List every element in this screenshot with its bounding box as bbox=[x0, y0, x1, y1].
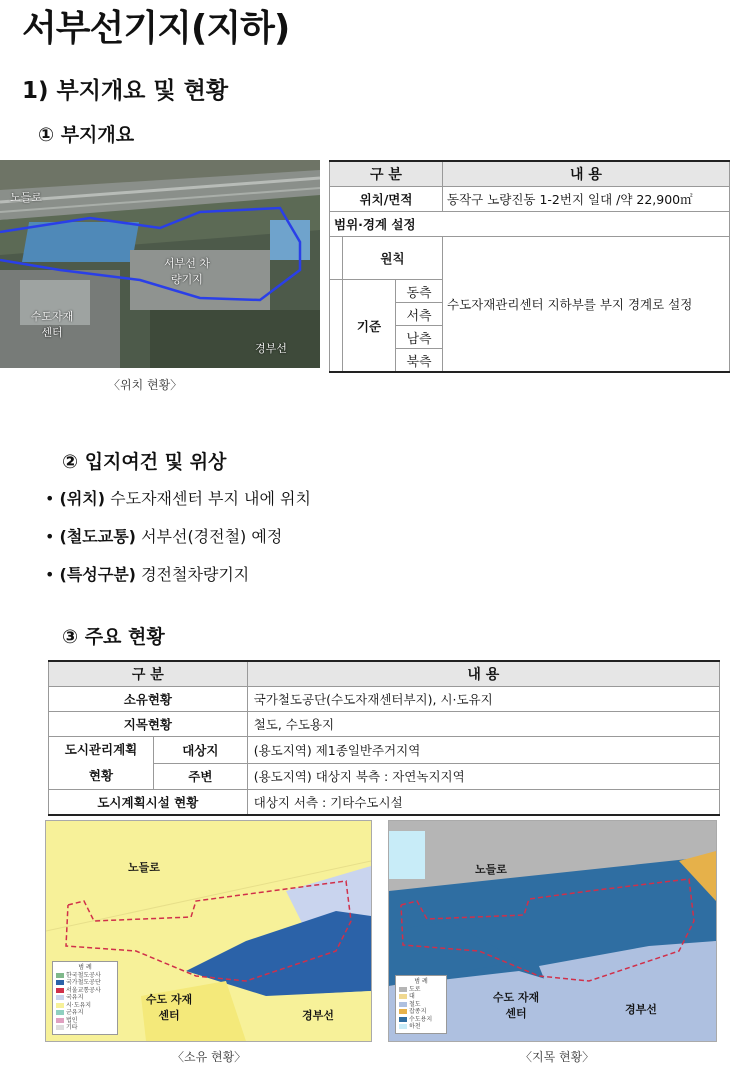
legend-item-label: 국유지 bbox=[66, 994, 84, 1001]
row-value-target: (용도지역) 제1종일반주거지역 bbox=[247, 737, 719, 764]
legend-item bbox=[56, 1009, 114, 1017]
row-label-criteria: 기준 bbox=[343, 280, 396, 373]
bullet-location: • (위치) 수도자재센터 부지 내에 위치 bbox=[45, 489, 311, 508]
row-value-surround: (용도지역) 대상지 북측 : 자연녹지지역 bbox=[247, 763, 719, 790]
row-value-ownership: 국가철도공단(수도자재센터부지), 시·도유지 bbox=[247, 687, 719, 712]
legend-item-label: 철도 bbox=[409, 1000, 421, 1008]
direction-south: 남측 bbox=[396, 326, 443, 349]
row-value-facility: 대상지 서측 : 기타수도시설 bbox=[247, 790, 719, 816]
bullet-bold: (위치) bbox=[59, 489, 106, 508]
direction-north: 북측 bbox=[396, 349, 443, 373]
section-heading: 1) 부지개요 및 현황 bbox=[22, 78, 229, 104]
spacer-cell bbox=[330, 237, 343, 280]
row-value-location: 동작구 노량진동 1-2번지 일대 /약 22,900㎡ bbox=[443, 187, 730, 212]
landuse-legend bbox=[395, 975, 447, 1034]
table-header-category: 구 분 bbox=[330, 161, 443, 187]
photo-label-depot: 서부선 차량기지 bbox=[163, 257, 210, 286]
row-label-landuse: 지목현황 bbox=[49, 712, 248, 737]
photo-label-gyeongbu: 경부선 bbox=[255, 342, 287, 355]
urban-plan-label-1: 도시관리계획 bbox=[64, 742, 138, 757]
legend-item-label: 기타 bbox=[66, 1024, 78, 1031]
legend-item-label: 잡종지 bbox=[409, 1008, 427, 1015]
subsection-heading-overview: ① 부지개요 bbox=[38, 124, 135, 146]
legend-item-label: 도로 bbox=[409, 985, 421, 993]
bullet-rail: • (철도교통) 서부선(경전철) 예정 bbox=[45, 527, 283, 546]
bullet-text: 서부선(경전철) 예정 bbox=[135, 527, 283, 546]
legend-item bbox=[56, 987, 114, 995]
row-value-landuse: 철도, 수도용지 bbox=[247, 712, 719, 737]
legend-item bbox=[399, 1023, 443, 1031]
satellite-photo bbox=[0, 160, 320, 368]
photo-label-center: 수도자재 센터 bbox=[30, 310, 74, 339]
legend-item bbox=[56, 972, 114, 980]
bullet-characteristic: • (특성구분) 경전철차량기지 bbox=[45, 565, 250, 584]
legend-item bbox=[399, 993, 443, 1001]
site-overview-table bbox=[329, 160, 730, 373]
row-label-urban-plan bbox=[49, 737, 154, 790]
row-label-principle: 원칙 bbox=[343, 237, 443, 280]
map-label-center: 수도 자재센터 bbox=[145, 993, 193, 1022]
legend-item bbox=[399, 986, 443, 994]
photo-caption: 〈위치 현황〉 bbox=[108, 378, 183, 392]
legend-item bbox=[56, 1017, 114, 1025]
legend-item-label: 군유지 bbox=[66, 1009, 84, 1016]
bullet-bold: (특성구분) bbox=[59, 565, 136, 584]
legend-item bbox=[56, 994, 114, 1002]
direction-west: 서측 bbox=[396, 303, 443, 326]
ownership-map-caption: 〈소유 현황〉 bbox=[172, 1050, 247, 1064]
row-label-surround: 주변 bbox=[154, 763, 248, 790]
legend-item-label: 시·도유지 bbox=[66, 1001, 92, 1009]
legend-item bbox=[56, 979, 114, 987]
table-header-content: 내 용 bbox=[443, 161, 730, 187]
row-label-facility: 도시계획시설 현황 bbox=[49, 790, 248, 816]
row-label-boundary: 범위·경계 설정 bbox=[330, 212, 730, 237]
table-header-category: 구 분 bbox=[49, 661, 248, 687]
urban-plan-label-2: 현황 bbox=[88, 768, 114, 783]
legend-item-label: 서울교통공사 bbox=[66, 986, 101, 994]
ownership-map bbox=[45, 820, 372, 1042]
map-label-gyeongbu: 경부선 bbox=[302, 1009, 334, 1022]
legend-item-label: 대 bbox=[409, 993, 415, 1000]
photo-label-nodeulro: 노들로 bbox=[10, 191, 42, 204]
legend-item bbox=[56, 1002, 114, 1010]
row-label-target: 대상지 bbox=[154, 737, 248, 764]
map-label-nodeulro: 노들로 bbox=[475, 863, 507, 876]
legend-item-label: 수도용지 bbox=[409, 1015, 433, 1023]
row-label-ownership: 소유현황 bbox=[49, 687, 248, 712]
legend-title: 범 례 bbox=[414, 978, 428, 985]
landuse-map-caption: 〈지목 현황〉 bbox=[520, 1050, 595, 1064]
legend-item-label: 한국철도공사 bbox=[66, 971, 101, 979]
landuse-map bbox=[388, 820, 717, 1042]
map-label-gyeongbu: 경부선 bbox=[625, 1003, 657, 1016]
legend-item bbox=[399, 1016, 443, 1024]
legend-item bbox=[399, 1008, 443, 1016]
map-label-center: 수도 자재센터 bbox=[492, 991, 540, 1020]
legend-item bbox=[399, 1001, 443, 1009]
bullet-text: 경전철차량기지 bbox=[135, 565, 250, 584]
legend-item-label: 국가철도공단 bbox=[66, 979, 101, 986]
boundary-value: 수도자재관리센터 지하부를 부지 경계로 설정 bbox=[443, 237, 730, 373]
row-label-location: 위치/면적 bbox=[330, 187, 443, 212]
ownership-legend bbox=[52, 961, 118, 1035]
legend-item-label: 법인 bbox=[66, 1016, 78, 1024]
direction-east: 동측 bbox=[396, 280, 443, 303]
bullet-text: 수도자재센터 부지 내에 위치 bbox=[105, 489, 311, 508]
legend-title: 범 례 bbox=[78, 964, 92, 971]
bullet-bold: (철도교통) bbox=[59, 527, 136, 546]
spacer-cell bbox=[330, 280, 343, 373]
status-table bbox=[48, 660, 720, 816]
table-header-content: 내 용 bbox=[247, 661, 719, 687]
legend-item-label: 하천 bbox=[409, 1023, 421, 1030]
page-title: 서부선기지(지하) bbox=[22, 8, 290, 49]
subsection-heading-location: ② 입지여건 및 위상 bbox=[62, 451, 227, 473]
map-label-nodeulro: 노들로 bbox=[128, 861, 160, 874]
subsection-heading-status: ③ 주요 현황 bbox=[62, 626, 165, 648]
legend-item bbox=[56, 1024, 114, 1032]
